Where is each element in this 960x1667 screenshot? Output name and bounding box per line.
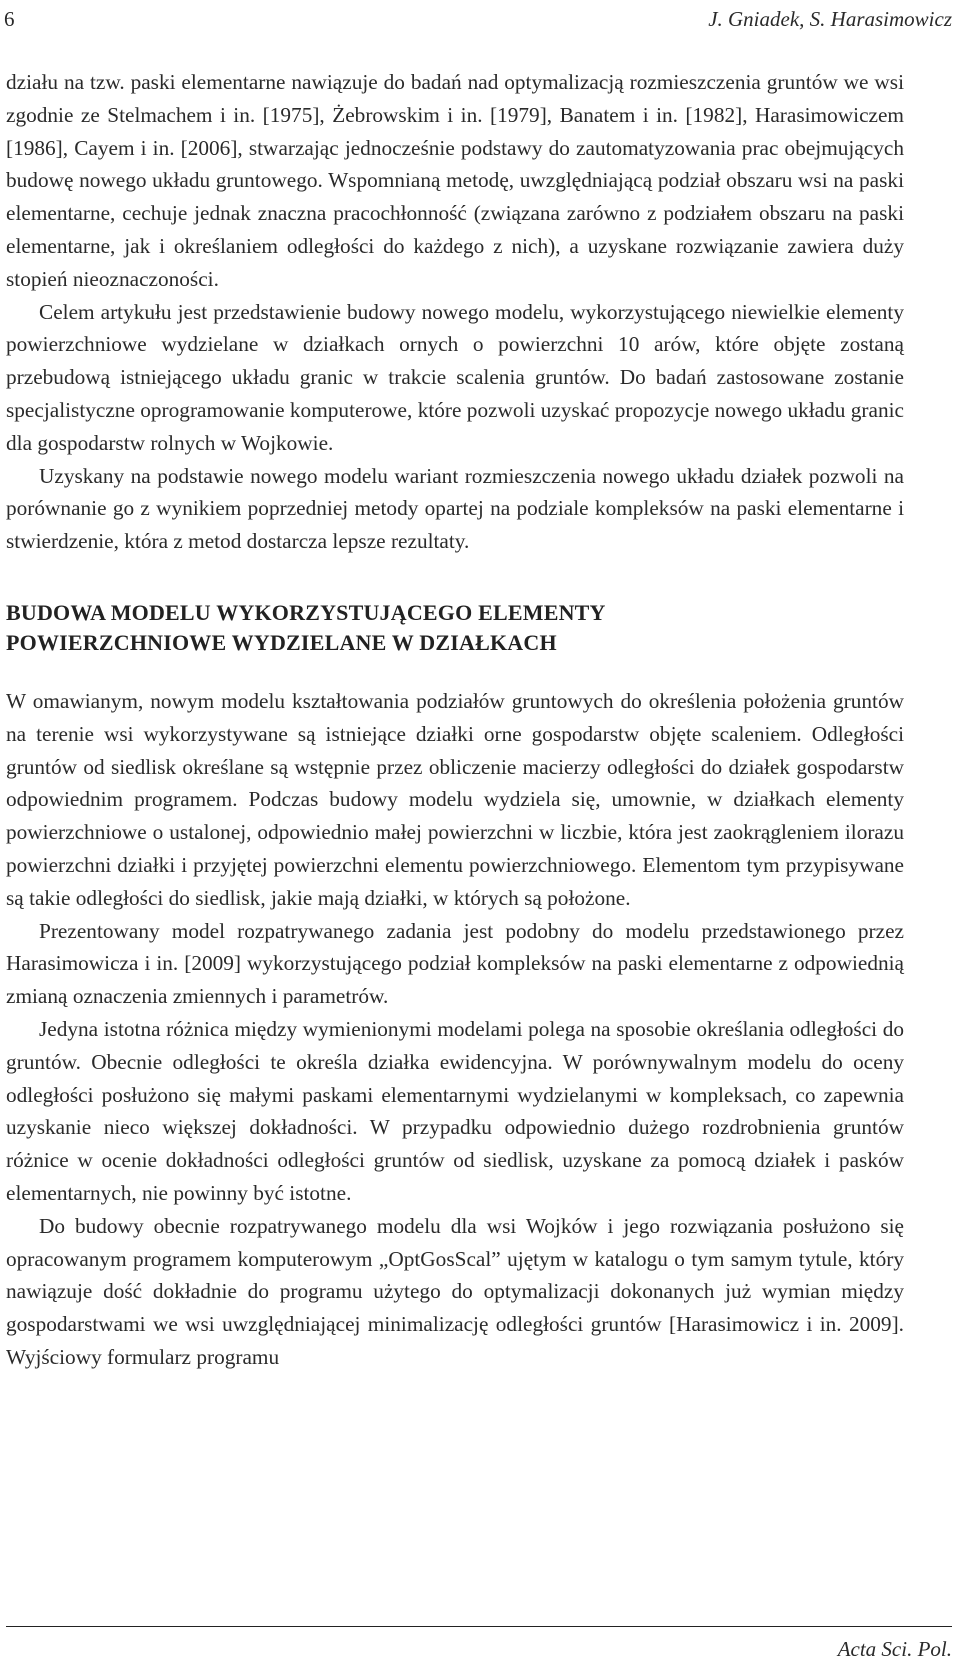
footer-rule bbox=[6, 1626, 952, 1627]
running-header-authors: J. Gniadek, S. Harasimowicz bbox=[708, 7, 952, 31]
section-heading-line-1: BUDOWA MODELU WYKORZYSTUJĄCEGO ELEMENTY bbox=[6, 599, 606, 625]
intro-paragraph-1: działu na tzw. paski elementarne nawiązuje do badań nad optymalizacją rozmieszczenia gruntów we wsi zgodnie ze Stelmachem i in. [1975], Żebrowskim i in. [1979], Banatem i in. [1982], Harasimowiczem [1986], Cayem i in. [2006], stwarzając jednocześnie podstawy do zautomatyzowania prac obejmujących budowę nowego układu gruntowego. Wspomnianą metodę, uwzględniającą podział obszaru wsi na paski elementarne, cechuje jednak znaczna pracochłonność (związana zarówno z podziałem obszaru na paski elementarne, jak i określaniem odległości do każdego z nich), a uzyskane rozwiązanie zawiera duży stopień nieoznaczoności. bbox=[6, 70, 904, 291]
intro-paragraph-2: Celem artykułu jest przedstawienie budowy nowego modelu, wykorzystującego niewielkie elementy powierzchniowe wydzielane w działkach ornych o powierzchni 10 arów, które objęte zostaną przebudową istniejącego układu granic w trakcie scalenia gruntów. Do badań zastosowane zostanie specjalistyczne oprogramowanie komputerowe, które pozwoli uzyskać propozycje nowego układu granic dla gospodarstw rolnych w Wojkowie. bbox=[6, 299, 904, 455]
section-heading-line-2: POWIERZCHNIOWE WYDZIELANE W DZIAŁKACH bbox=[6, 629, 557, 655]
section-heading bbox=[6, 598, 904, 658]
heading-spacer bbox=[6, 658, 904, 685]
section-paragraph-3: Jedyna istotna różnica między wymienionymi modelami polega na sposobie określania odległości do gruntów. Obecnie odległości te określa działka ewidencyjna. W porównywalnym modelu do oceny odległości posłużono się małymi paskami elementarnymi wydzielanymi w kompleksach, co zapewnia uzyskanie nieco większej dokładności. W przypadku odpowiednio dużego rozdrobnienia gruntów różnice w ocenie dokładności odległości gruntów od siedlisk, uzyskane za pomocą działek i pasków elementarnych, nie powinny być istotne. bbox=[6, 1016, 904, 1205]
section-paragraph-2: Prezentowany model rozpatrywanego zadania jest podobny do modelu przedstawionego przez Harasimowicza i in. [2009] wykorzystującego podział kompleksów na paski elementarne z odpowiednią zmianą oznaczenia zmiennych i parametrów. bbox=[6, 918, 904, 1009]
section-paragraph-4: Do budowy obecnie rozpatrywanego modelu dla wsi Wojków i jego rozwiązania posłużono się opracowanym programem komputerowym „OptGosScal” ujętym w katalogu o tym samym tytule, który nawiązuje dość dokładnie do programu użytego do optymalizacji dokonanych już wymian między gospodarstwami we wsi uwzględniającej minimalizację odległości gruntów [Harasimowicz i in. 2009]. Wyjściowy formularz programu bbox=[6, 1213, 904, 1369]
section-paragraph-1: W omawianym, nowym modelu kształtowania podziałów gruntowych do określenia położenia gruntów na terenie wsi wykorzystywane są istniejące działki orne gospodarstw objęte scaleniem. Odległości gruntów od siedlisk określane są wstępnie przez obliczenie macierzy odległości do działek gospodarstw odpowiednim programem. Podczas budowy modelu wydziela się, umownie, w działkach elementy powierzchniowe o ustalonej, odpowiednio małej powierzchni w liczbie, która jest zaokrągleniem ilorazu powierzchni działki i przyjętej powierzchni elementu powierzchniowego. Elementom tym przypisywane są takie odległości do siedlisk, jakie mają działki, w których są położone. bbox=[6, 688, 904, 910]
page-body bbox=[6, 66, 904, 1374]
page-number: 6 bbox=[4, 7, 15, 31]
footer-journal: Acta Sci. Pol. bbox=[837, 1637, 952, 1661]
intro-paragraph-3: Uzyskany na podstawie nowego modelu wariant rozmieszczenia nowego układu działek pozwoli na porównanie go z wynikiem poprzedniej metody opartej na podziale kompleksów na paski elementarne i stwierdzenie, która z metod dostarcza lepsze rezultaty. bbox=[6, 463, 904, 554]
running-header bbox=[4, 4, 952, 34]
section-spacer bbox=[6, 558, 904, 598]
